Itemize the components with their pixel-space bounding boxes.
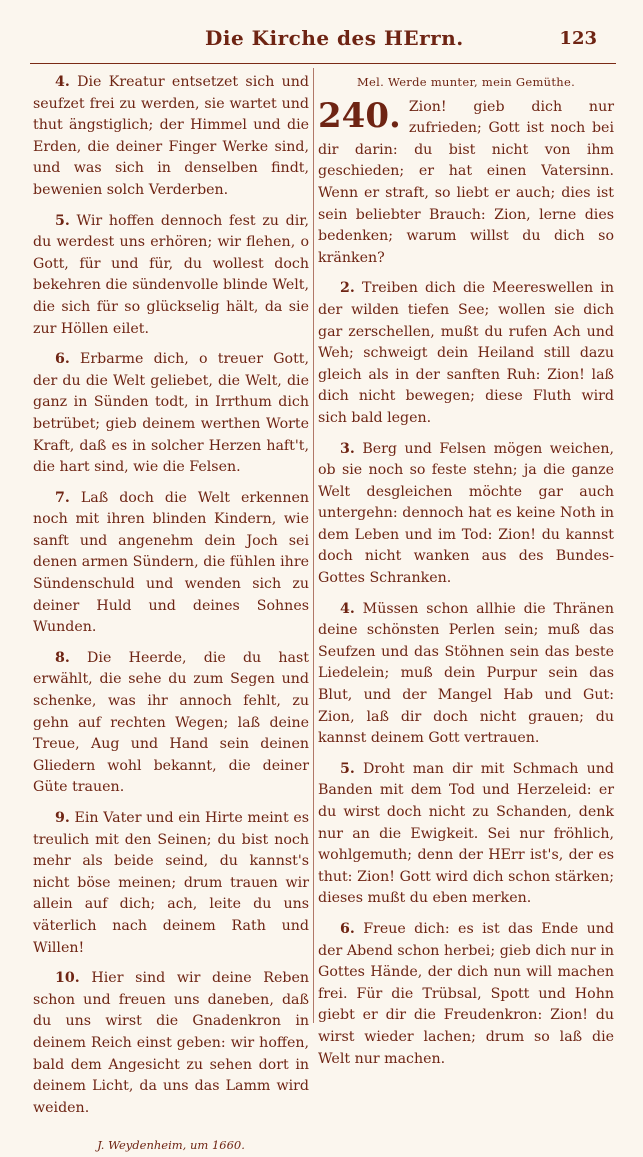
running-title: Die Kirche des HErrn. [205,26,464,50]
stanza-text: Erbarme dich, o treuer Gott, der du die Welt geliebet, die Welt, die ganz in Sünden todt, in Irrthum dich betrübet; gieb deinem werthen Worte Kraft, daß es in solcher Herzen haft't, die hart sind, wie die Felsen. [33,351,309,476]
page-number: 123 [559,28,597,49]
stanza-text: Freue dich: es ist das Ende und der Abend schon herbei; gieb dich nur in Gottes Hände, der dich nun will machen frei. Für die Trübsal, Spott und Hohn giebt er dir die Freudenkron: Zion! du wirst wieder lachen; drum so laß die Welt nur machen. [318,920,614,1067]
stanza-number: 2. [340,280,355,297]
stanza-number: 9. [55,810,70,826]
stanza-text: Droht man dir mit Schmach und Banden mit dem Tod und Herzeleid: er du wirst doch nicht zu Schanden, denk nur an die Ewigkeit. Sei nur fröhlich, wohlgemuth; denn der HErr ist's, der es thut: Zion! Gott wird dich schon stärken; dieses mußt du eben merken. [318,760,614,907]
stanza-text: Die Kreatur entsetzet sich und seufzet frei zu werden, sie wartet und thut ängstiglich; der Himmel und die Erden, die deiner Finger Werke sind, und was sich in denselben findt, bewenien solch Verderben. [33,74,310,198]
stanza-number: 5. [55,212,70,229]
stanza-6 [318,919,614,1070]
right-column [318,72,614,1079]
stanza-text: Wir hoffen dennoch fest zu dir, du werdest uns erhören; wir flehen, o Gott, für und für, du wollest doch bekehren die sündenvolle blinde Welt, die sich für so glückselig hält, da sie zur Höllen eilet. [33,212,309,337]
stanza-4 [318,599,614,750]
stanza-number: 8. [55,649,70,666]
stanza-4 [33,72,309,202]
stanza-text: Ein Vater und ein Hirte meint es treulich mit den Seinen; du bist noch mehr als beide seind, du kannst's nicht böse meinen; drum trauen wir allein auf dich; ach, leite du uns väterlich nach deinem Rath und Willen! [33,810,309,956]
stanza-10 [33,968,309,1119]
hymn-author: J. Weydenheim, um 1660. [97,1138,245,1153]
stanza-2 [318,278,614,429]
stanza-text: Berg und Felsen mögen weichen, ob sie noch so feste stehn; ja die ganze Welt desgleichen möchte gar auch untergehn: dennoch hat es keine Noth in dem Leben und im Tod: Zion! du kannst doch nicht wanken aus des Bundes-Gottes Schranken. [318,440,615,587]
left-column [33,72,309,1157]
stanza-number: 5. [340,760,355,777]
stanza-number: 7. [55,489,70,506]
stanza-number: 6. [55,351,70,368]
stanza-6 [33,349,309,479]
stanza-number: 6. [340,920,355,937]
stanza-text: Zion! gieb dich nur zufrieden; Gott ist noch bei dir darin: du bist nicht von ihm geschieden; er hat einen Vatersinn. Wenn er straft, so liebt er auch; dies ist sein beliebter Brauch: Zion, lerne dies bedenken; warum willst du dich so kränken? [318,98,614,266]
stanza-number: 10. [55,970,80,987]
stanza-text: Laß doch die Welt erkennen noch mit ihren blinden Kindern, wie sanft und angenehm dein Joch sei denen armen Sündern, die fühlen ihre Sündenschuld und wenden sich zu deiner Huld und deines Sohnes Wunden. [33,489,309,636]
header-rule [30,63,616,64]
stanza-9 [33,808,309,959]
hymn-number: 240. [318,95,401,136]
stanza-3 [318,439,614,590]
stanza-5 [318,759,614,910]
melody-line: Mel. Werde munter, mein Gemüthe. [356,75,576,89]
stanza-number: 3. [340,440,355,457]
column-divider [313,68,314,1023]
stanza-text: Hier sind wir deine Reben schon und freuen uns daneben, daß du uns wirst die Gnadenkron in deinem Reich einst geben: wir hoffen, bald dem Angesicht zu sehen dort in deinem Licht, da uns das Lamm wird weiden. [33,970,309,1116]
stanza-7 [33,488,309,639]
stanza-8 [33,648,309,799]
stanza-number: 4. [55,74,70,90]
page-header [0,22,643,62]
hymn-first-stanza [318,97,614,270]
stanza-5 [33,211,309,341]
stanza-text: Müssen schon allhie die Thränen deine schönsten Perlen sein; muß das Seufzen und das Stöhnen sein das beste Liedelein; muß dein Purpur sein das Blut, und der Mangel Hab und Gut: Zion, laß dir doch nicht grauen; du kannst deinem Gott vertrauen. [318,600,614,747]
stanza-text: Die Heerde, die du hast erwählt, die sehe du zum Segen und schenke, was ihr annoch fehlt, zu gehn auf rechten Wegen; laß deine Treue, Aug und Hand sein deinen Gliedern wohl bekannt, die deiner Güte trauen. [33,649,309,796]
stanza-text: Treiben dich die Meereswellen in der wilden tiefen See; wollen sie dich gar zerschellen, mußt du rufen Ach und Weh; schweigt dein Heiland still dazu gleich als in der sanften Ruh: Zion! laß dich nicht bewegen; diese Fluth wird sich bald legen. [318,280,614,426]
stanza-number: 4. [340,600,355,617]
